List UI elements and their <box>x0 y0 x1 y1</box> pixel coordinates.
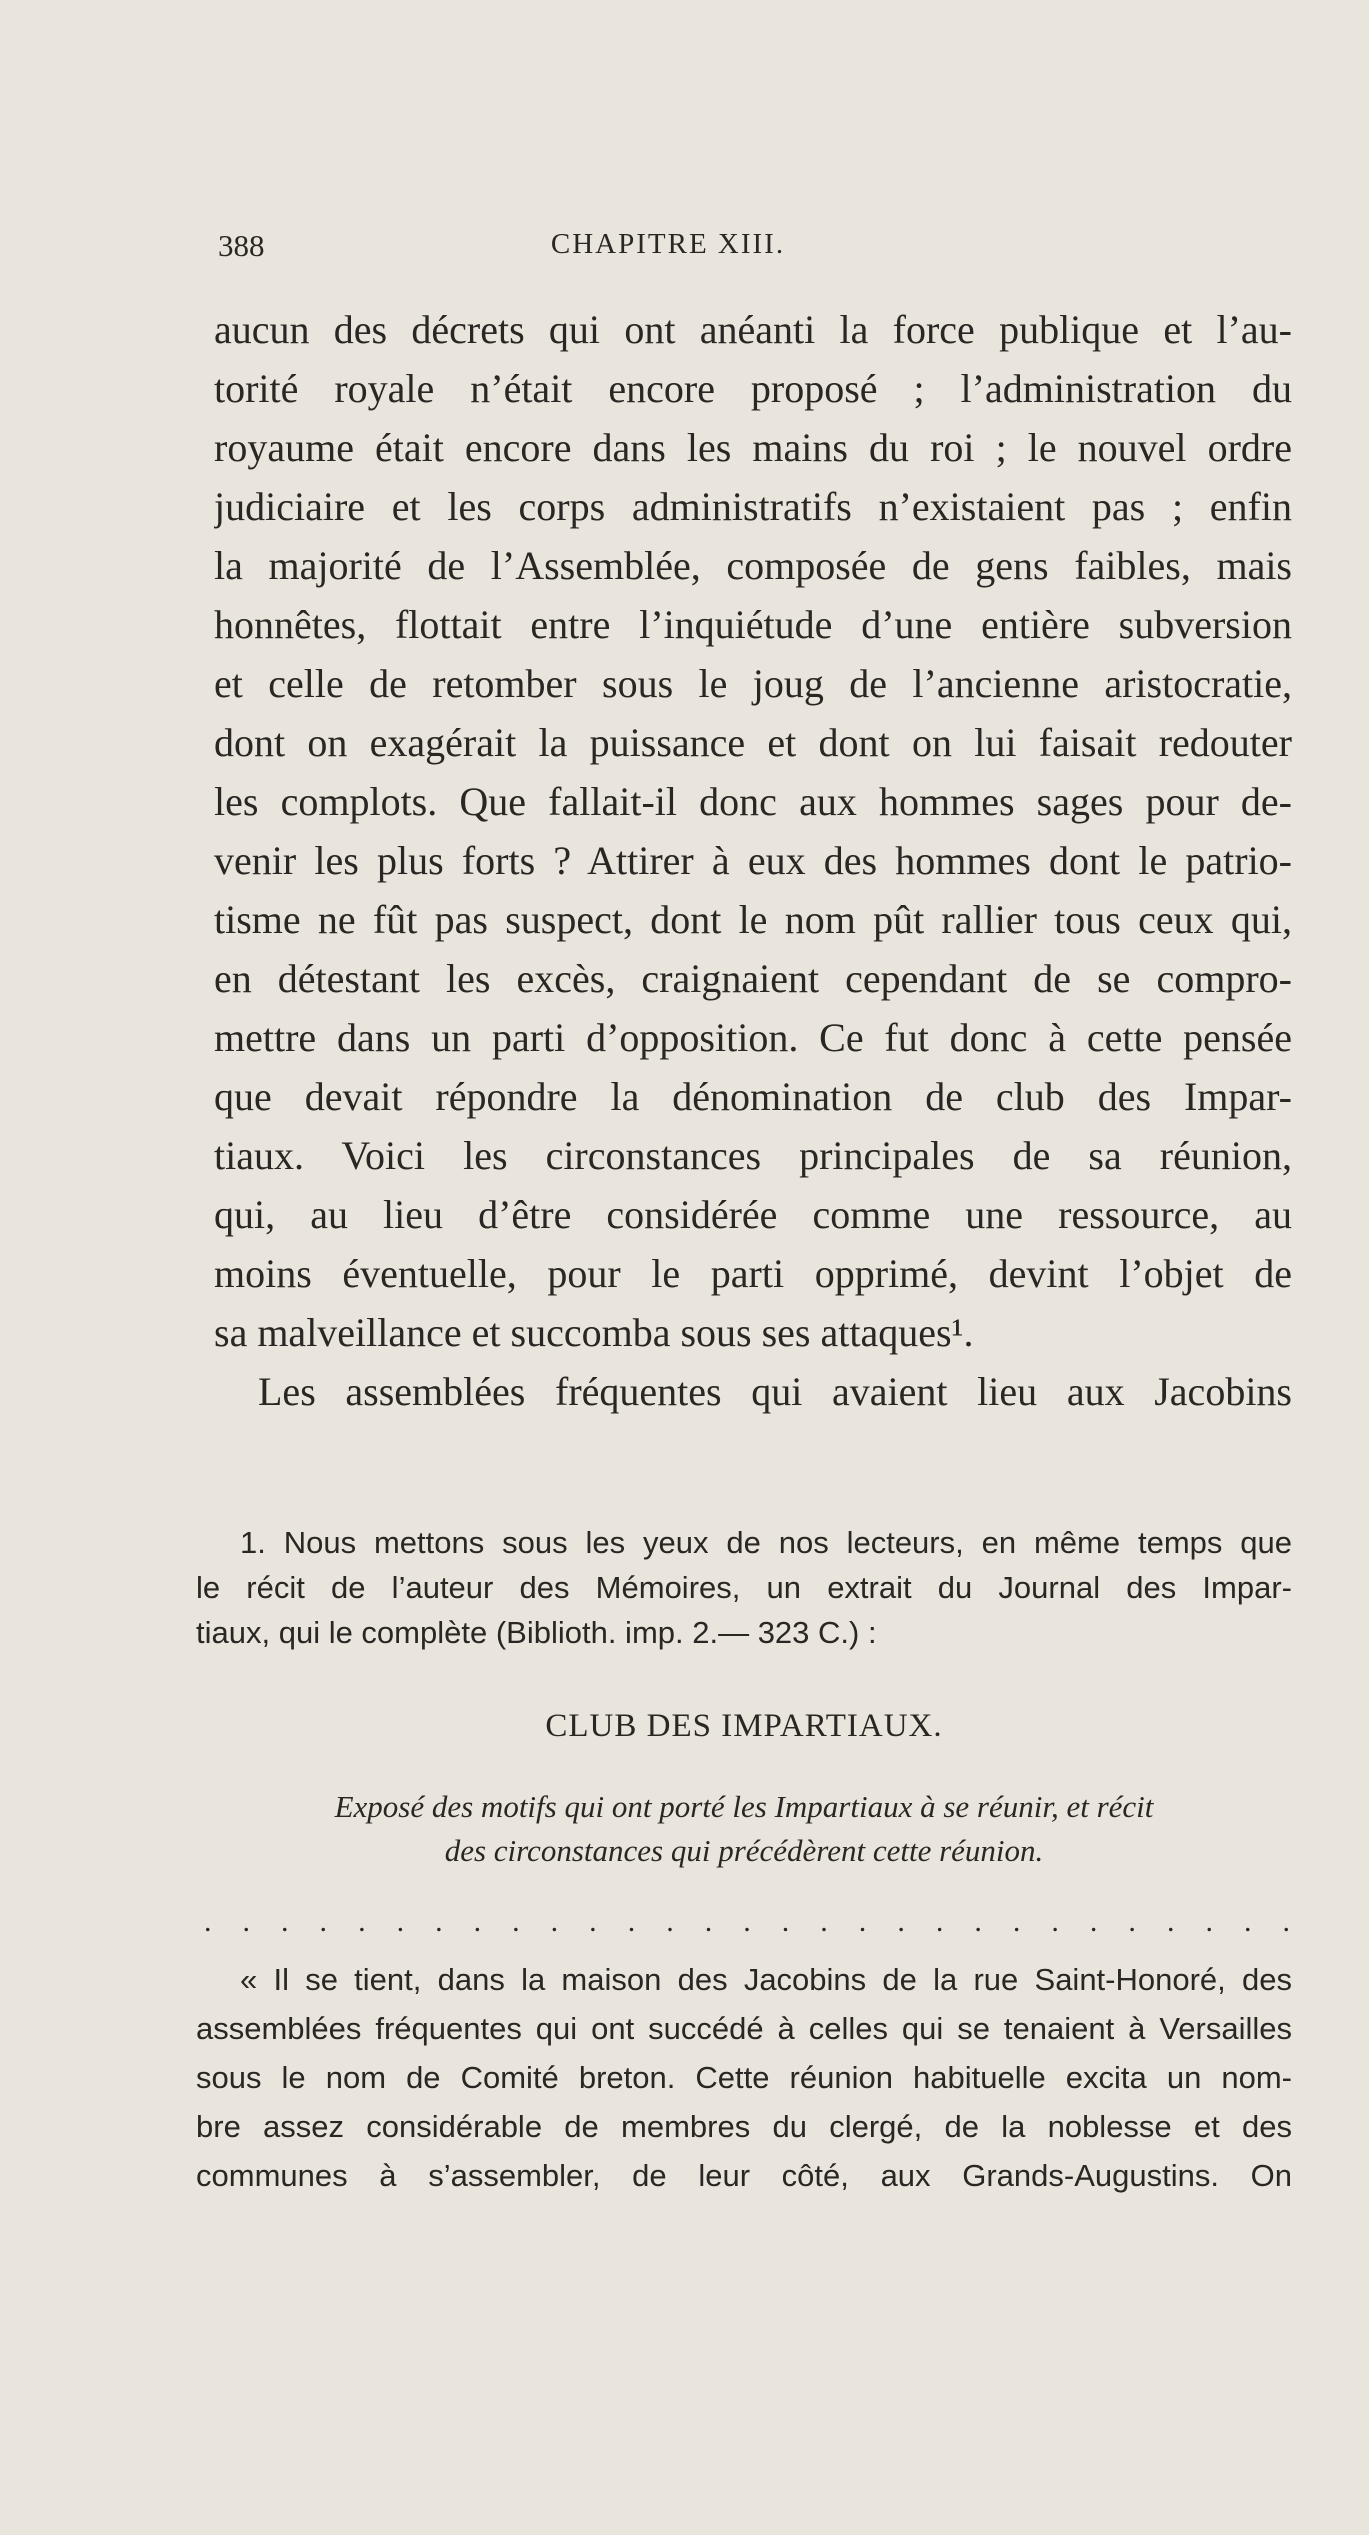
text-line: torité royale n’était encore proposé ; l’administration du <box>214 366 1292 411</box>
quote-line: assemblées fréquentes qui ont succédé à celles qui se tenaient à Versailles <box>196 2011 1292 2046</box>
footnote-heading: CLUB DES IMPARTIAUX. <box>545 1708 943 1744</box>
text-line: mettre dans un parti d’opposition. Ce fut donc à cette pensée <box>214 1015 1292 1060</box>
footnote-subheading <box>196 1785 1292 1873</box>
text-line: les complots. Que fallait-il donc aux hommes sages pour de- <box>214 779 1292 824</box>
text-line: et celle de retomber sous le joug de l’ancienne aristocratie, <box>214 661 1292 706</box>
ellipsis-row: . . . . . . . . . . . . . . . . . . . . . . . . . . . . . <box>204 1905 1290 1938</box>
footnote-subheading-line: Exposé des motifs qui ont porté les Impartiaux à se réunir, et récit <box>334 1789 1154 1824</box>
text-line: moins éventuelle, pour le parti opprimé, devint l’objet de <box>214 1251 1292 1296</box>
footnote <box>196 1520 1292 1655</box>
chapter-title: CHAPITRE XIII. <box>550 228 786 260</box>
footnote-quote <box>196 1955 1292 2200</box>
text-line: honnêtes, flottait entre l’inquiétude d’une entière subversion <box>214 602 1292 647</box>
text-line: qui, au lieu d’être considérée comme une ressource, au <box>214 1192 1292 1237</box>
text-line: en détestant les excès, craignaient cependant de se compro- <box>214 956 1292 1001</box>
text-line: Les assemblées fréquentes qui avaient lieu aux Jacobins <box>258 1369 1292 1414</box>
text-line: royaume était encore dans les mains du roi ; le nouvel ordre <box>214 425 1292 470</box>
quote-line: « Il se tient, dans la maison des Jacobins de la rue Saint-Honoré, des <box>240 1962 1292 1997</box>
quote-line: communes à s’assembler, de leur côté, aux Grands-Augustins. On <box>196 2158 1292 2193</box>
page-number: 388 <box>218 228 265 263</box>
text-line: que devait répondre la dénomination de club des Impar- <box>214 1074 1292 1119</box>
text-line: la majorité de l’Assemblée, composée de gens faibles, mais <box>214 543 1292 588</box>
footnote-line: le récit de l’auteur des Mémoires, un extrait du Journal des Impar- <box>196 1570 1292 1605</box>
text-line: sa malveillance et succomba sous ses attaques¹. <box>214 1310 974 1355</box>
main-text <box>214 300 1292 1421</box>
text-line: aucun des décrets qui ont anéanti la force publique et l’au- <box>214 307 1292 352</box>
quote-line: bre assez considérable de membres du clergé, de la noblesse et des <box>196 2109 1292 2144</box>
quote-line: sous le nom de Comité breton. Cette réunion habituelle excita un nom- <box>196 2060 1292 2095</box>
text-line: tisme ne fût pas suspect, dont le nom pût rallier tous ceux qui, <box>214 897 1292 942</box>
text-line: tiaux. Voici les circonstances principales de sa réunion, <box>214 1133 1292 1178</box>
footnote-subheading-line: des circonstances qui précédèrent cette réunion. <box>444 1833 1044 1868</box>
running-header <box>218 228 1278 268</box>
text-line: dont on exagérait la puissance et dont on lui faisait redouter <box>214 720 1292 765</box>
text-line: venir les plus forts ? Attirer à eux des hommes dont le patrio- <box>214 838 1292 883</box>
footnote-line: 1. Nous mettons sous les yeux de nos lecteurs, en même temps que <box>240 1525 1292 1560</box>
text-line: judiciaire et les corps administratifs n’existaient pas ; enfin <box>214 484 1292 529</box>
footnote-line: tiaux, qui le complète (Biblioth. imp. 2.— 323 C.) : <box>196 1615 877 1650</box>
